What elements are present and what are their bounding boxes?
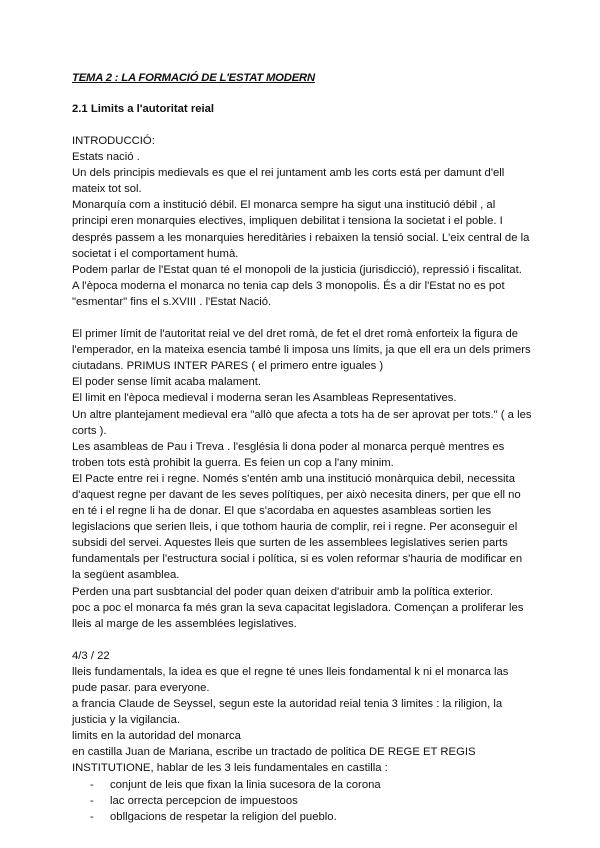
intro-paragraph: Monarquía com a institució débil. El monarca sempre ha sigut una institució débil , al principi eren monarquies electives, impliquen debilitat i tensiona la societat i el poble. I després passem a les monarquies hereditàries i rebaixen la tensió social. L'eix central de la societat i el comportament humà. bbox=[72, 199, 530, 260]
list-item: - conjunt de leis que fixan la linia sucesora de la corona bbox=[90, 777, 532, 793]
note-line: a francia Claude de Seyssel, segun este la autoridad reial tenia 3 limites : la riligion, la justicia y la vigilancia. bbox=[72, 698, 503, 727]
body-paragraph: El Pacte entre rei i regne. Només s'entén amb una institució monàrquica debil, necessita d'aquest regne per davant de les seves polítiques, per això necesita diners, per que ell no en té i el regne li ha de donar. El que s'acordaba en aquestes asambleas sortien les legislacions que serien lleis, i que tothom hauria de complir, rei i regne. Per aconseguir el subsidi del servei. Aquestes lleis que surten de les assemblees legislatives serien parts fundamentals per l'estructura social i política, si es volen reformar s'hauria de modificar en la següent asamblea. bbox=[72, 472, 523, 582]
body-paragraph: El poder sense límit acaba malament. bbox=[72, 376, 262, 389]
notes-block bbox=[72, 648, 532, 825]
note-line: lleis fundamentals, la idea es que el regne té unes lleis fondamental k ni el monarca las pude pasar. para everyone. bbox=[72, 665, 509, 694]
list-item: - lac orrecta percepcion de impuestoos bbox=[90, 793, 532, 809]
spacer bbox=[72, 117, 532, 133]
body-paragraph: El limit en l'època medieval i moderna seran les Asambleas Representatives. bbox=[72, 392, 457, 405]
body-paragraph: Un altre plantejament medieval era "allò que afecta a tots ha de ser aprovat per tots." ( a les corts ). bbox=[72, 408, 532, 437]
intro-paragraph: Un dels principis medievals es que el rei juntament amb les corts está per damunt d'ell mateix tot sol. bbox=[72, 167, 505, 196]
body-block bbox=[72, 326, 532, 632]
body-paragraph: poc a poc el monarca fa més gran la seva capacitat legisladora. Començan a proliferar les lleis al marge de les assemblées legislatives. bbox=[72, 601, 524, 630]
spacer bbox=[72, 632, 532, 648]
body-paragraph: Perden una part susbtancial del poder quan deixen d'atribuir amb la política exterior. bbox=[72, 585, 494, 598]
intro-paragraph: A l'època moderna el monarca no tenia cap dels 3 monopolis. És a dir l'Estat no es pot "esmentar" fins el s.XVIII . l'Estat Nació. bbox=[72, 279, 505, 308]
spacer bbox=[72, 310, 532, 326]
intro-block bbox=[72, 133, 532, 310]
laws-list bbox=[72, 777, 532, 825]
document-page bbox=[72, 70, 532, 825]
note-line: limits en la autoridad del monarca bbox=[72, 730, 241, 743]
body-paragraph: El primer límit de l'autoritat reial ve del dret romà, de fet el dret romà enforteix la figura de l'emperador, en la mateixa esencia també li imposa uns límits, ja que ell era un dels primers ciutadans. PRIMUS INTER PARES ( el primero entre iguales ) bbox=[72, 328, 531, 373]
note-line: en castilla Juan de Mariana, escribe un tractado de politica DE REGE ET REGIS INSTITUTIONE, hablar de les 3 leis fundamentales en castilla : bbox=[72, 746, 476, 775]
intro-paragraph: Podem parlar de l'Estat quan té el monopoli de la justicia (jurisdicció), repressió i fiscalitat. bbox=[72, 263, 522, 276]
section-heading: 2.1 Limits a l'autoritat reial bbox=[72, 103, 215, 115]
body-paragraph: Les asambleas de Pau i Treva . l'església li dona poder al monarca perquè mentres es troben tots està prohibit la guerra. Es feien un cop a l'any minim. bbox=[72, 440, 505, 469]
document-title: TEMA 2 : LA FORMACIÓ DE L'ESTAT MODERN bbox=[72, 72, 315, 84]
intro-heading: INTRODUCCIÓ: bbox=[72, 135, 155, 147]
date-label: 4/3 / 22 bbox=[72, 649, 110, 662]
intro-paragraph: Estats nació . bbox=[72, 151, 140, 164]
list-item: - obllgacions de respetar la religion del pueblo. bbox=[90, 809, 532, 825]
